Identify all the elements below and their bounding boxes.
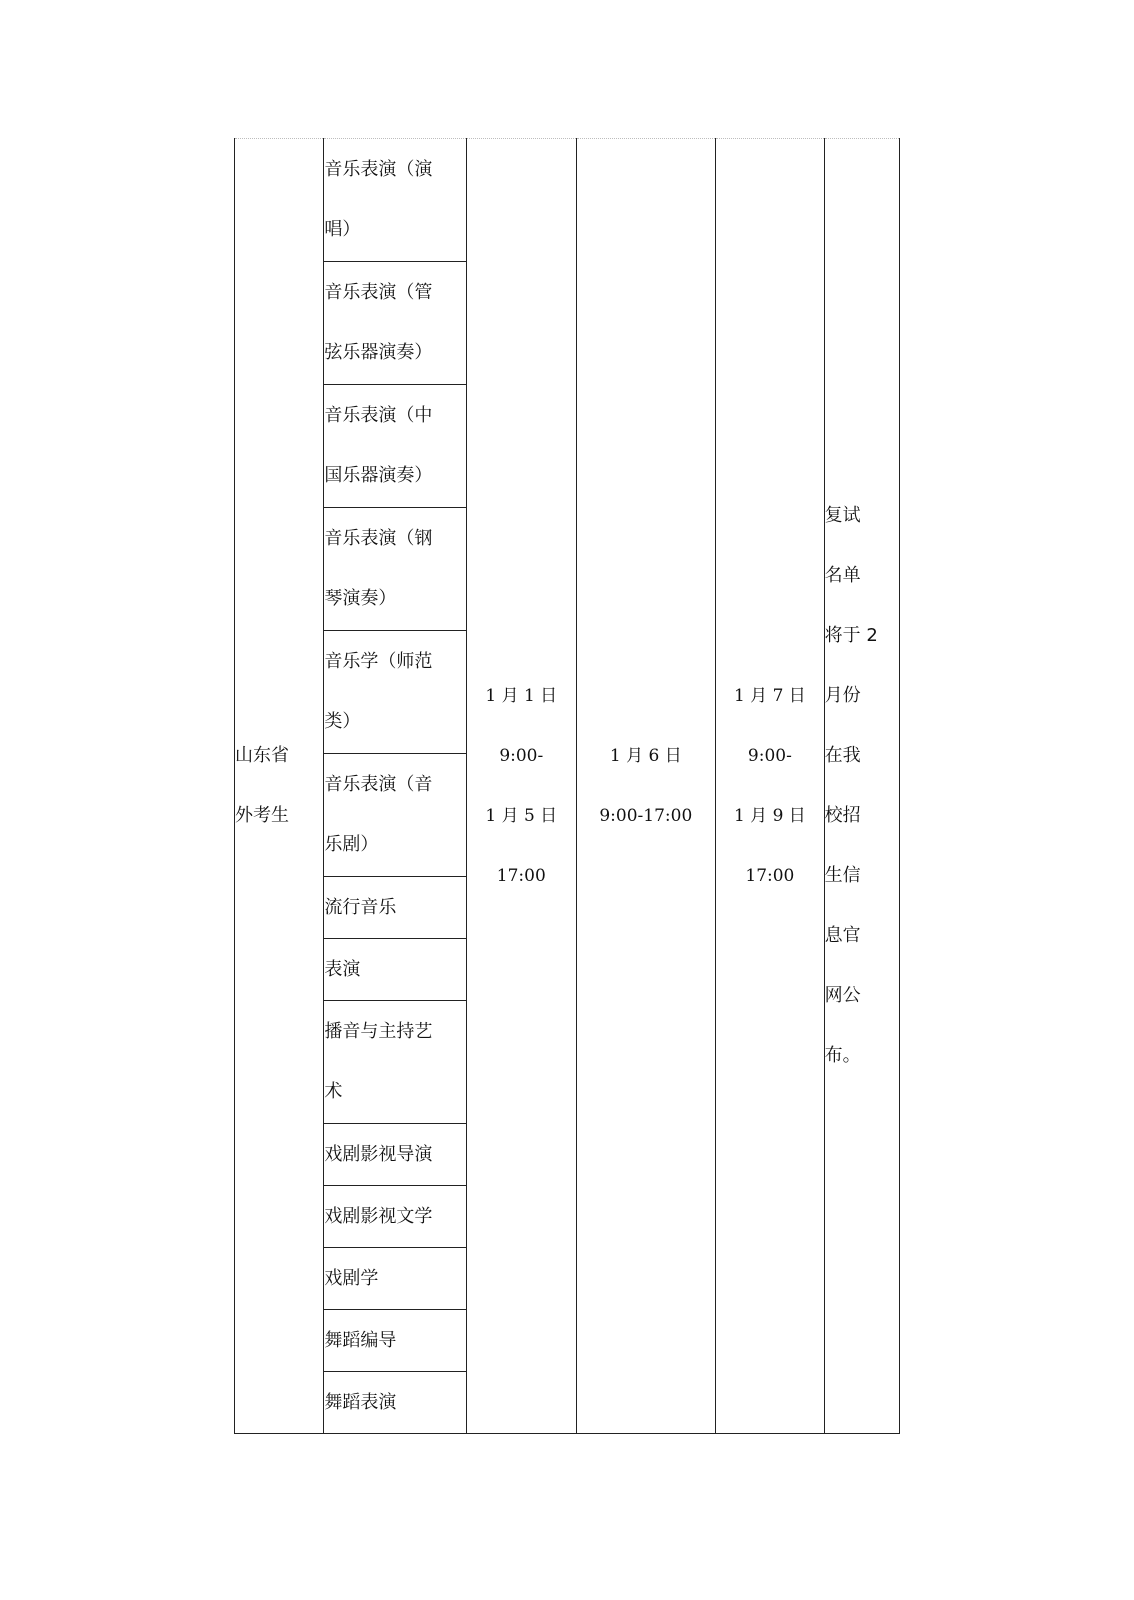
major-line: 弦乐器演奏） [324, 342, 433, 363]
major-cell [324, 1001, 467, 1124]
major-cell [324, 508, 467, 631]
major-line: 类） [324, 711, 361, 732]
note-line: 布。 [824, 1045, 861, 1066]
note-line: 生信 [824, 865, 861, 886]
major-line: 术 [324, 1081, 343, 1102]
major-line: 音乐表演（钢 [324, 528, 433, 549]
table-row [235, 139, 900, 262]
major-line: 播音与主持艺 [324, 1021, 433, 1042]
major-cell [324, 939, 467, 1001]
major-cell [324, 1248, 467, 1310]
note-line: 月份 [824, 685, 861, 706]
major-cell [324, 1372, 467, 1434]
period2-line: 1 月 6 日 [609, 746, 682, 766]
period1-cell [467, 139, 576, 1434]
note-line: 校招 [824, 805, 861, 826]
note-line: 在我 [824, 745, 861, 766]
major-line: 音乐表演（音 [324, 774, 433, 795]
major-cell [324, 1124, 467, 1186]
period2-line: 9:00-17:00 [599, 806, 693, 826]
note-line: 名单 [824, 565, 861, 586]
major-line: 音乐表演（演 [324, 159, 433, 180]
major-cell [324, 631, 467, 754]
major-line: 音乐表演（中 [324, 405, 433, 426]
note-line: 将于 2 [824, 625, 878, 646]
period2-cell [576, 139, 716, 1434]
note-line: 复试 [824, 505, 861, 526]
region-cell [235, 139, 324, 1434]
major-cell [324, 877, 467, 939]
major-line: 舞蹈编导 [324, 1329, 397, 1351]
major-line: 琴演奏） [324, 588, 397, 609]
major-line: 流行音乐 [324, 896, 397, 918]
period3-line: 1 月 9 日 [733, 806, 806, 826]
major-cell [324, 1310, 467, 1372]
period3-cell [716, 139, 824, 1434]
period3-line: 1 月 7 日 [733, 686, 806, 706]
major-line: 唱） [324, 219, 361, 240]
major-cell [324, 139, 467, 262]
major-line: 表演 [324, 958, 361, 980]
major-line: 戏剧影视文学 [324, 1205, 433, 1227]
major-line: 音乐表演（管 [324, 282, 433, 303]
period3-line: 9:00- [747, 746, 792, 766]
note-cell [824, 139, 899, 1434]
major-line: 国乐器演奏） [324, 465, 433, 486]
major-cell [324, 262, 467, 385]
major-cell [324, 1186, 467, 1248]
major-cell [324, 385, 467, 508]
exam-schedule-table [234, 138, 900, 1434]
period3-line: 17:00 [745, 866, 795, 886]
period1-line: 1 月 1 日 [485, 686, 558, 706]
region-line: 外考生 [235, 805, 289, 826]
major-line: 舞蹈表演 [324, 1391, 397, 1413]
major-line: 戏剧学 [324, 1267, 379, 1289]
major-cell [324, 754, 467, 877]
note-line: 网公 [824, 985, 861, 1006]
period1-line: 1 月 5 日 [485, 806, 558, 826]
note-line: 息官 [824, 925, 861, 946]
major-line: 乐剧） [324, 834, 379, 855]
period1-line: 17:00 [496, 866, 546, 886]
major-line: 戏剧影视导演 [324, 1143, 433, 1165]
major-line: 音乐学（师范 [324, 651, 433, 672]
region-line: 山东省 [235, 745, 289, 766]
period1-line: 9:00- [499, 746, 544, 766]
